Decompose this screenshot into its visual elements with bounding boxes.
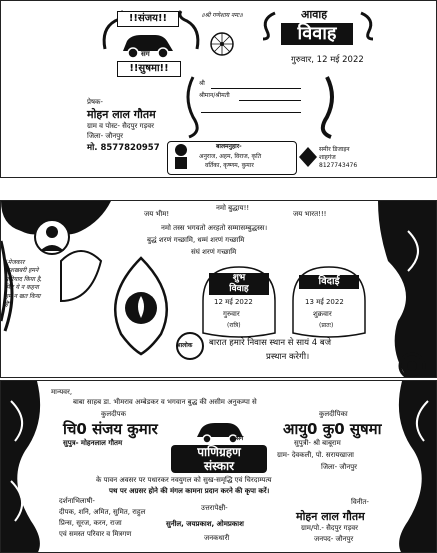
shubh-label: शुभ xyxy=(232,273,246,283)
vidai-date: 13 मई 2022 xyxy=(305,298,344,306)
bride-name: आयु0 कु0 सुषमा xyxy=(283,420,382,438)
jay-bharat: जय भारत!!! xyxy=(293,210,327,218)
printer-line-2: शाहगंज xyxy=(319,154,336,161)
darshan-line-2: प्रिन्स, सूरज, करन, राजा xyxy=(59,519,122,527)
vivah-time: (रात्रि) xyxy=(227,322,241,329)
inner-card xyxy=(0,200,437,378)
sang-label: संग xyxy=(141,50,150,58)
groom-name-banner: !!संजय!! xyxy=(117,11,179,27)
vivah-day: गुरुवार xyxy=(223,310,240,318)
left-poem: "मेजकार खुशखबरी हमने फरियाद किया है, फिर ये न कहना हमें न खत किया है" xyxy=(5,259,42,308)
utsuk-names: सुनील, जयप्रकाश, ओमप्रकाश xyxy=(166,520,244,528)
invite-big-title: विवाह xyxy=(281,23,353,45)
utsuk-last: जनकधारी xyxy=(204,534,230,542)
main-invitation-card xyxy=(0,380,437,553)
sender-name: मोहन लाल गौतम xyxy=(87,108,156,121)
darshan-heading: दर्शनाभिलाषी- xyxy=(59,497,95,505)
kids-heading: बालमनुहार- xyxy=(216,143,242,150)
peacock-feather-right xyxy=(313,77,339,137)
bride-address-1: ग्राम- देवकली, पो. सरायखाजा xyxy=(277,451,354,459)
swirl-right-icon xyxy=(357,11,377,41)
to-label-2: श्रीमान/श्रीमती xyxy=(199,92,230,99)
address-line xyxy=(201,112,301,113)
swirl-left-icon xyxy=(259,11,279,41)
blessing-line-1: के पावन अवसर पर पधारकर नवयुगल को सुख-समृद्धि एवं चिरदाम्पत्य xyxy=(96,476,272,484)
intro-line-1: मान्यवर, xyxy=(51,388,73,396)
kids-line-1: अनुराज, अहम, विराज, कृति xyxy=(199,153,262,160)
vinit-name: मोहन लाल गौतम xyxy=(296,510,365,523)
right-floral-border xyxy=(388,381,437,553)
intro-line-2: बाबा साहब डा. भीमराव अम्बेडकर व भगवान बुद्ध की असीम अनुकम्पा से xyxy=(73,398,257,406)
vivah-banner xyxy=(209,273,269,295)
peacock-icon xyxy=(397,351,427,378)
vinit-address-1: ग्राम/पो.- सैदपुर गड़वर xyxy=(301,524,359,532)
sender-phone: मो. 8577820957 xyxy=(87,143,160,153)
printer-line-1: समीर डिजाइन xyxy=(319,146,350,153)
baraat-line-1: बारात हमारे निवास स्थान से सायं 4 बजे xyxy=(209,338,332,348)
aalok-label: आलोक xyxy=(176,342,193,349)
blessing-line-2: पथ पर अग्रसर होने की मंगल कामना प्रदान करने की कृपा करें। xyxy=(109,487,270,495)
jay-bhim: जय भीम! xyxy=(144,210,170,218)
groom-parent: सुपुत्र- मोहनलाल गौतम xyxy=(63,439,123,447)
namo-buddhay: नमो बुद्धाय!! xyxy=(216,204,250,212)
sender-address-1: ग्राम व पोस्ट- सैदपुर गड़वर xyxy=(87,122,155,130)
kids-line-2: वर्तिका, कृष्णम, कुमार xyxy=(205,162,254,169)
utsuk-heading: उत्तरापेक्षी- xyxy=(201,504,228,512)
ashoka-chakra-icon xyxy=(209,31,235,57)
darshan-line-3: एवं समस्त परिवार व मित्रगण xyxy=(59,530,132,538)
vinit-address-2: जनपद- जौनपुर xyxy=(314,535,354,543)
vidai-time: (प्रातः) xyxy=(319,322,334,329)
peacock-feather-left xyxy=(183,77,203,137)
left-floral-border xyxy=(1,381,51,553)
vinit-heading: विनीत- xyxy=(351,498,369,506)
printer-logo xyxy=(299,147,317,167)
kuldeepak-label: कुलदीपक xyxy=(101,410,127,418)
ambedkar-portrait xyxy=(34,217,70,257)
panigrahan-banner xyxy=(171,445,267,473)
mantra-1: नमो तस्स भगवतो अरहतो सम्मासम्बुद्धस्स। xyxy=(161,224,268,232)
sender-heading: प्रेषक- xyxy=(87,98,103,106)
vivah-label: विवाह xyxy=(229,284,249,294)
sender-address-2: जिला- जौनपुर xyxy=(87,132,124,140)
bride-parent: सुपुत्री- श्री बाबूराम xyxy=(294,439,341,447)
envelope-card xyxy=(0,0,437,178)
address-line xyxy=(239,100,301,101)
vidai-banner: विदाई xyxy=(299,275,359,289)
date-line: गुरुवार, 12 मई 2022 xyxy=(291,55,364,65)
invite-small-title: आवाह xyxy=(301,8,328,21)
vivah-date: 12 मई 2022 xyxy=(214,298,253,306)
child-illustration xyxy=(171,143,191,171)
mantra-3: संघं शरणं गच्छामि xyxy=(191,248,237,256)
darshan-line-1: दीपक, शनि, अमित, सुमित, राहुल xyxy=(59,508,146,516)
panigrahan-label: पाणिग्रहण xyxy=(197,445,241,459)
peepal-leaf-icon xyxy=(101,256,181,356)
address-line xyxy=(211,88,301,89)
bride-name-banner: !!सुषमा!! xyxy=(117,61,181,77)
baraat-line-2: प्रस्थान करेगी। xyxy=(266,352,310,362)
sang-label: संग xyxy=(236,435,244,442)
bride-address-2: जिला- जौनपुर xyxy=(321,463,358,471)
mantra-2: बुद्धं शरणं गच्छामि, धम्मं शरणं गच्छामि xyxy=(147,236,245,244)
sanskar-label: संस्कार xyxy=(203,459,234,473)
groom-name: चि0 संजय कुमार xyxy=(63,420,158,438)
ganesh-text: ॥श्री गणेशाय नमः॥ xyxy=(201,12,243,19)
to-label: श्री xyxy=(199,80,205,87)
vidai-day: शुक्रवार xyxy=(313,310,332,318)
printer-line-3: 8127743476 xyxy=(319,162,358,169)
kuldeepika-label: कुलदीपिका xyxy=(319,410,348,418)
